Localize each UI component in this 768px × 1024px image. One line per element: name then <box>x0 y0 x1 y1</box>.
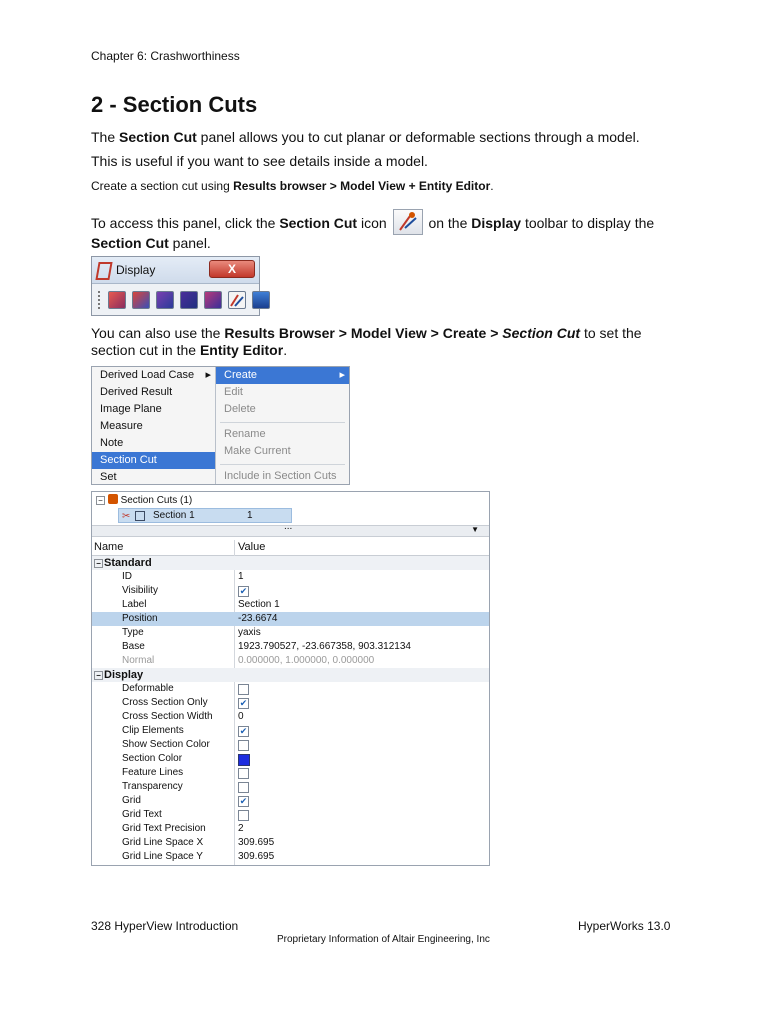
menu-separator <box>220 422 345 423</box>
bold-text: Entity Editor <box>199 342 284 358</box>
prop-name: Grid Line Space X <box>122 837 204 848</box>
prop-row-deformable[interactable] <box>92 682 489 696</box>
feature-lines-checkbox[interactable] <box>238 768 249 779</box>
group-label: Display <box>104 669 144 681</box>
prop-row-label[interactable] <box>92 598 489 612</box>
context-menu-left <box>92 367 216 484</box>
prop-row-grid-line-space-y[interactable] <box>92 850 489 864</box>
group-standard[interactable] <box>92 556 489 570</box>
prop-value: 1923.790527, -23.667358, 903.312134 <box>238 641 411 652</box>
group-label: Standard <box>104 557 152 569</box>
menu-item-derived-load-case[interactable] <box>92 367 215 384</box>
italic-text: Section Cut <box>502 325 581 341</box>
prop-row-position[interactable] <box>92 612 489 626</box>
grid-icon <box>135 511 145 521</box>
text: on the <box>424 215 472 231</box>
create-paragraph <box>91 178 494 195</box>
show-section-color-checkbox[interactable] <box>238 740 249 751</box>
prop-row-base[interactable] <box>92 640 489 654</box>
menu-item-delete[interactable]: Delete <box>224 403 256 415</box>
section-cuts-icon <box>108 494 118 504</box>
text: . <box>490 179 494 193</box>
toolbar-titlebar <box>92 257 259 284</box>
prop-value: 0.000000, 1.000000, 0.000000 <box>238 655 375 666</box>
access-paragraph <box>91 209 691 252</box>
menu-item-label: Derived Load Case <box>100 369 195 381</box>
collapse-icon[interactable]: − <box>94 559 103 568</box>
menu-item-create[interactable] <box>216 367 349 384</box>
prop-value[interactable]: -23.6674 <box>238 613 278 624</box>
panel-splitter[interactable] <box>92 521 489 537</box>
text: The <box>91 129 120 145</box>
prop-value: 1 <box>238 571 244 582</box>
submenu-arrow-icon: ▸ <box>205 369 211 381</box>
grip-icon <box>98 291 102 309</box>
collapse-icon[interactable]: − <box>96 496 105 505</box>
prop-name: Section Color <box>122 753 183 764</box>
column-header <box>92 540 489 556</box>
menu-item-image-plane[interactable]: Image Plane <box>100 403 162 415</box>
prop-row-normal <box>92 654 489 668</box>
menu-item-make-current[interactable]: Make Current <box>224 445 291 457</box>
prop-name: Visibility <box>122 585 158 596</box>
display-toolbar <box>91 256 260 316</box>
entity-editor-panel <box>91 491 490 866</box>
text: to set the <box>580 325 642 341</box>
results-paragraph <box>91 325 691 359</box>
grid-text-checkbox[interactable] <box>238 810 249 821</box>
prop-row-section-color[interactable] <box>92 752 489 766</box>
prop-row-show-section-color[interactable] <box>92 738 489 752</box>
dropdown-arrow-icon[interactable]: ▼ <box>471 525 479 534</box>
prop-row-grid-text-precision[interactable] <box>92 822 489 836</box>
text: toolbar to display the <box>521 215 655 231</box>
column-name-header: Name <box>94 541 124 553</box>
prop-row-id[interactable] <box>92 570 489 584</box>
menu-item-label: Create <box>224 369 258 381</box>
text: . <box>283 342 288 358</box>
tree-item-value: 1 <box>247 510 253 521</box>
menu-item-derived-result[interactable]: Derived Result <box>100 386 173 398</box>
deformable-checkbox[interactable] <box>238 684 249 695</box>
text: panel allows you to cut planar or deformable sections through a model. <box>196 129 640 145</box>
menu-item-rename[interactable]: Rename <box>224 428 266 440</box>
prop-name: Label <box>122 599 147 610</box>
prop-name: Grid Line Space Y <box>122 851 203 862</box>
grid-checkbox[interactable]: ✔ <box>239 796 248 806</box>
prop-name: Normal <box>122 655 155 666</box>
prop-row-feature-lines[interactable] <box>92 766 489 780</box>
chapter-header: Chapter 6: Crashworthiness <box>91 49 240 63</box>
context-menu <box>91 366 350 485</box>
prop-row-cross-section-only[interactable] <box>92 696 489 710</box>
prop-row-visibility[interactable] <box>92 584 489 598</box>
section-icon-2[interactable] <box>156 291 174 309</box>
menu-item-note[interactable]: Note <box>100 437 124 449</box>
section-icon-1[interactable] <box>132 291 150 309</box>
tree-root-label: Section Cuts (1) <box>120 495 193 506</box>
section-cut-icon[interactable] <box>393 209 423 235</box>
splitter-grip: ... <box>284 521 293 532</box>
detail-paragraph: This is useful if you want to see details inside a model. <box>91 153 428 169</box>
prop-value[interactable]: 0 <box>238 711 244 722</box>
collapse-icon[interactable]: − <box>94 671 103 680</box>
bold-text: Section Cut <box>119 129 197 145</box>
section-color-swatch[interactable] <box>238 754 250 766</box>
transparency-checkbox[interactable] <box>238 782 249 793</box>
prop-value[interactable]: 2 <box>238 823 244 834</box>
menu-item-measure[interactable]: Measure <box>100 420 143 432</box>
prop-name: Position <box>122 613 158 624</box>
tree-item-label: Section 1 <box>153 510 195 521</box>
text: You can also use the <box>91 325 225 341</box>
submenu-arrow-icon: ▸ <box>339 369 345 381</box>
prop-row-transparency[interactable] <box>92 780 489 794</box>
section-cut-icon[interactable] <box>228 291 246 309</box>
display-monitor-icon[interactable] <box>252 291 270 309</box>
prop-value: yaxis <box>238 627 261 638</box>
prop-row-grid-line-space-x[interactable] <box>92 836 489 850</box>
prop-name: Cross Section Width <box>122 711 213 722</box>
clip-elements-checkbox[interactable]: ✔ <box>239 726 248 736</box>
menu-item-section-cut[interactable]: Section Cut <box>92 452 215 469</box>
text: panel. <box>168 235 211 251</box>
bold-text: Section Cut <box>279 215 358 231</box>
column-value-header: Value <box>238 541 266 553</box>
prop-name: Base <box>122 641 145 652</box>
section-icon-4[interactable] <box>204 291 222 309</box>
footer-left: 328 HyperView Introduction <box>91 919 239 933</box>
footer-right: HyperWorks 13.0 <box>578 919 671 933</box>
prop-name: Transparency <box>122 781 183 792</box>
display-icon <box>95 262 112 280</box>
menu-item-include-in-section-cuts[interactable]: Include in Section Cuts <box>224 470 337 482</box>
text: section cut in the <box>91 342 200 358</box>
close-button[interactable]: X <box>209 260 255 278</box>
visibility-checkbox[interactable]: ✔ <box>239 586 248 596</box>
context-menu-right <box>216 367 349 484</box>
text: Create a section cut using <box>91 179 234 193</box>
prop-name: Grid <box>122 795 141 806</box>
bold-text: Section Cut <box>91 235 169 251</box>
prop-name: ID <box>122 571 132 582</box>
page-title: 2 - Section Cuts <box>91 92 258 117</box>
prop-row-grid-text[interactable] <box>92 808 489 822</box>
prop-name: Show Section Color <box>122 739 210 750</box>
prop-name: Clip Elements <box>122 725 184 736</box>
menu-separator <box>220 464 345 465</box>
text: To access this panel, click the <box>91 215 280 231</box>
prop-value[interactable]: 309.695 <box>238 837 275 848</box>
menu-item-set[interactable]: Set <box>100 471 117 483</box>
prop-value[interactable]: 309.695 <box>238 851 275 862</box>
section-icon-3[interactable] <box>180 291 198 309</box>
prop-name: Deformable <box>122 683 174 694</box>
bold-text: Results browser > Model View + Entity Editor <box>233 179 491 193</box>
prop-row-cross-section-width[interactable] <box>92 710 489 724</box>
prop-name: Type <box>122 627 144 638</box>
prop-name: Feature Lines <box>122 767 184 778</box>
section-cut-icon: ✂ <box>122 511 131 522</box>
tree-root[interactable] <box>96 494 192 508</box>
intro-paragraph <box>91 129 640 146</box>
menu-item-edit[interactable]: Edit <box>224 386 243 398</box>
cut-plane-icon[interactable] <box>108 291 126 309</box>
prop-row-clip-elements[interactable] <box>92 724 489 738</box>
prop-name: Grid Text Precision <box>122 823 206 834</box>
toolbar-title: Display <box>116 263 156 277</box>
prop-row-grid[interactable] <box>92 794 489 808</box>
cross-section-only-checkbox[interactable]: ✔ <box>239 698 248 708</box>
prop-row-type[interactable] <box>92 626 489 640</box>
prop-value: Section 1 <box>238 599 280 610</box>
group-display[interactable] <box>92 668 489 682</box>
prop-name: Cross Section Only <box>122 697 208 708</box>
bold-text: Display <box>471 215 522 231</box>
text: icon <box>357 215 391 231</box>
bold-text: Results Browser > Model View > Create > <box>224 325 503 341</box>
footer-center: Proprietary Information of Altair Engineering, Inc <box>277 934 490 945</box>
prop-name: Grid Text <box>122 809 162 820</box>
tree-item-section-1[interactable] <box>118 508 292 523</box>
toolbar-icons <box>98 289 270 311</box>
